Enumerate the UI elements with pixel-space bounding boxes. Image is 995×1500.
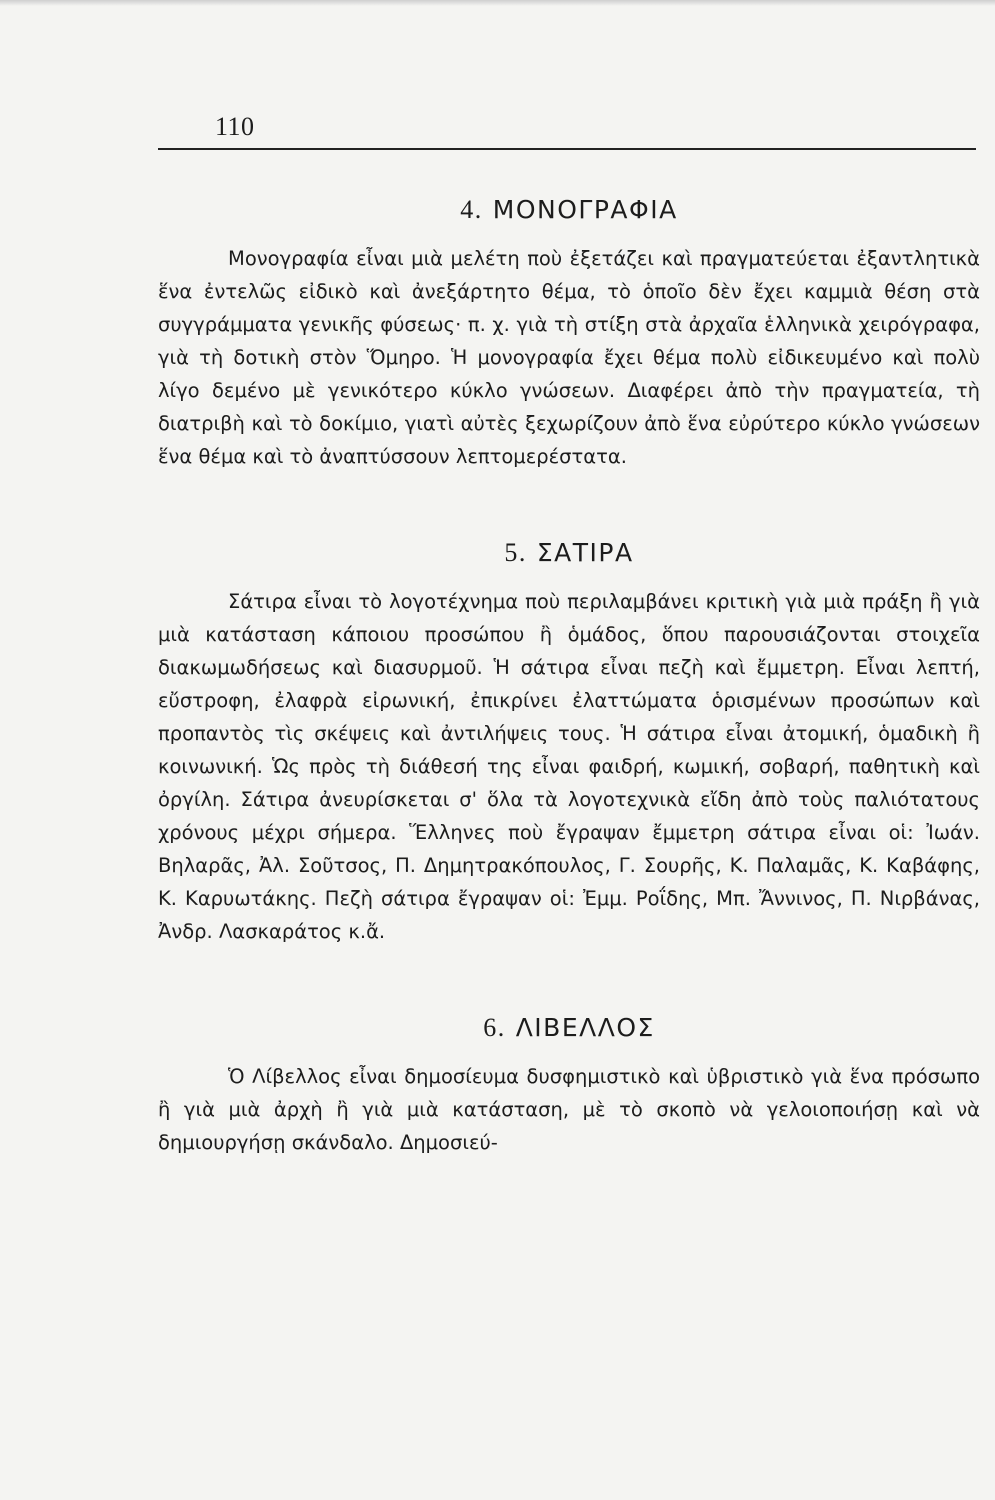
section-number: 4. [460, 195, 483, 224]
page-number: 110 [215, 112, 255, 141]
section-heading-livellos [158, 1006, 980, 1050]
section-title: ΛΙΒΕΛΛΟΣ [515, 1013, 655, 1042]
section-paragraph-satira: Σάτιρα εἶναι τὸ λογοτέχνημα ποὺ περιλαμβάνει κριτικὴ γιὰ μιὰ πράξη ἢ γιὰ μιὰ κατάσταση κάποιου προσώπου ἢ ὁμάδος, ὅπου παρουσιάζονται στοιχεῖα διακωμωδήσεως καὶ διασυρμοῦ. Ἡ σάτιρα εἶναι πεζὴ καὶ ἔμμετρη. Εἶναι λεπτή, εὔστροφη, ἐλαφρὰ εἰρωνική, ἐπικρίνει ἐλαττώματα ὁρισμένων προσώπων καὶ προπαντὸς τὶς σκέψεις καὶ ἀντιλήψεις τους. Ἡ σάτιρα εἶναι ἀτομική, ὁμαδικὴ ἢ κοινωνική. Ὡς πρὸς τὴ διάθεσή της εἶναι φαιδρή, κωμική, σοβαρή, παθητικὴ καὶ ὀργίλη. Σάτιρα ἀνευρίσκεται σ' ὅλα τὰ λογοτεχνικὰ εἴδη ἀπὸ τοὺς παλιότατους χρόνους μέχρι σήμερα. Ἕλληνες ποὺ ἔγραψαν ἔμμετρη σάτιρα εἶναι οἱ: Ἰωάν. Βηλαρᾶς, Ἀλ. Σοῦτσος, Π. Δημητρακόπουλος, Γ. Σουρῆς, Κ. Παλαμᾶς, Κ. Καβάφης, Κ. Καρυωτάκης. Πεζὴ σάτιρα ἔγραψαν οἱ: Ἐμμ. Ροΐδης, Μπ. Ἄννινος, Π. Νιρβάνας, Ἀνδρ. Λασκαράτος κ.ἄ. [158, 590, 980, 943]
section-title: ΣΑΤΙΡΑ [536, 538, 634, 567]
section-heading-satira [158, 531, 980, 575]
section-title: ΜΟΝΟΓΡΑΦΙΑ [492, 195, 678, 224]
page-content [158, 188, 980, 1159]
section-paragraph-livellos: Ὁ Λίβελλος εἶναι δημοσίευμα δυσφημιστικὸ καὶ ὑβριστικὸ γιὰ ἕνα πρόσωπο ἢ γιὰ μιὰ ἀρχὴ ἢ γιὰ μιὰ κατάσταση, μὲ τὸ σκοπὸ νὰ γελοιοποιήσῃ καὶ νὰ δημιουργήσῃ σκάνδαλο. Δημοσιεύ- [158, 1065, 980, 1154]
header-rule [158, 148, 976, 150]
section-paragraph-monografia: Μονογραφία εἶναι μιὰ μελέτη ποὺ ἐξετάζει καὶ πραγματεύεται ἐξαντλητικὰ ἕνα ἐντελῶς εἰδικὸ καὶ ἀνεξάρτητο θέμα, τὸ ὁποῖο δὲν ἔχει καμμιὰ θέση στὰ συγγράμματα γενικῆς φύσεως· π. χ. γιὰ τὴ στίξη στὰ ἀρχαῖα ἑλληνικὰ χειρόγραφα, γιὰ τὴ δοτικὴ στὸν Ὅμηρο. Ἡ μονογραφία ἔχει θέμα πολὺ εἰδικευμένο καὶ πολὺ λίγο δεμένο μὲ γενικότερο κύκλο γνώσεων. Διαφέρει ἀπὸ τὴν πραγματεία, τὴ διατριβὴ καὶ τὸ δοκίμιο, γιατὶ αὐτὲς ξεχωρίζουν ἀπὸ ἕνα εὐρύτερο κύκλο γνώσεων ἕνα θέμα καὶ τὸ ἀναπτύσσουν λεπτομερέστατα. [158, 247, 980, 468]
section-heading-monografia [158, 188, 980, 232]
section-number: 6. [483, 1013, 506, 1042]
section-number: 5. [504, 538, 527, 567]
page-top-edge [0, 0, 995, 6]
